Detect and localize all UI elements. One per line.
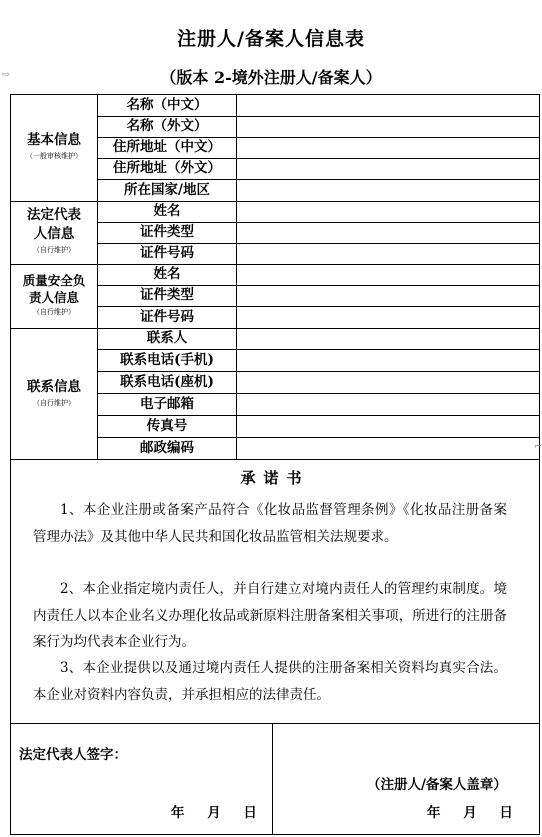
seal-label: （注册人/备案人盖章）: [367, 777, 507, 793]
legal-rep-signature-label: 法定代表人签字：: [19, 747, 127, 763]
commitment-paragraph: 1、本企业注册或备案产品符合《化妆品监督管理条例》《化妆品注册备案管理办法》及其他中华人民共和国化妆品监管相关法规要求。: [33, 502, 507, 545]
page-subtitle: （版本 2-境外注册人/备案人）: [160, 68, 382, 87]
category-label: 质量安全负: [22, 273, 86, 288]
field-value-cell[interactable]: [237, 95, 539, 116]
page-title: 注册人/备案人信息表: [177, 28, 365, 50]
category-contact: [11, 378, 97, 408]
category-quality-safety: [11, 272, 97, 317]
category-label: 法定代表: [27, 207, 81, 223]
field-label: 联系电话(手机): [120, 352, 214, 368]
field-value-cell[interactable]: [237, 158, 539, 179]
field-label: 证件类型: [140, 224, 194, 240]
field-value-cell[interactable]: [237, 307, 539, 328]
field-value-cell[interactable]: [237, 438, 539, 459]
category-label: 基本信息: [27, 132, 81, 148]
field-label: 住所地址（外文）: [113, 160, 221, 176]
table-bottom-line: [11, 459, 539, 460]
seal-date: 年 月 日: [427, 805, 513, 821]
field-value-cell[interactable]: [237, 243, 539, 264]
category-note: （自行维护）: [33, 246, 75, 254]
margin-marker-left: ⇨: [2, 70, 10, 80]
category-note: （自行维护）: [33, 308, 75, 316]
field-label: 传真号: [146, 418, 188, 434]
field-value-cell[interactable]: [237, 285, 539, 306]
commitment-paragraph: 3、本企业提供以及通过境内责任人提供的注册备案相关资料均真实合法。本企业对资料内容负责，并承担相应的法律责任。: [33, 660, 507, 703]
field-label: 名称（中文）: [126, 97, 208, 113]
field-label: 姓名: [153, 203, 181, 219]
category-note: （自行维护）: [33, 399, 75, 407]
field-value-cell[interactable]: [237, 328, 539, 349]
field-value-cell[interactable]: [237, 350, 539, 371]
field-label: 联系人: [146, 330, 188, 346]
category-label: 责人信息: [28, 290, 79, 305]
signature-top-line: [11, 723, 539, 724]
field-value-cell[interactable]: [237, 201, 539, 222]
margin-marker-right: ⌐: [534, 442, 542, 452]
field-label: 证件号码: [140, 309, 194, 325]
signature-date: 年 月 日: [171, 805, 257, 821]
category-legal-rep: [11, 206, 97, 255]
field-label: 联系电话(座机): [120, 374, 214, 390]
commitment-title: 承诺书: [240, 469, 310, 487]
field-value-cell[interactable]: [237, 416, 539, 437]
field-value-cell[interactable]: [237, 264, 539, 285]
field-label: 证件号码: [140, 245, 194, 261]
signature-divider: [272, 723, 273, 835]
field-value-cell[interactable]: [237, 394, 539, 415]
field-label: 所在国家/地区: [124, 182, 210, 198]
field-value-cell[interactable]: [237, 222, 539, 243]
field-value-cell[interactable]: [237, 180, 539, 201]
field-label: 名称（外文）: [126, 118, 208, 134]
field-value-cell[interactable]: [237, 372, 539, 393]
info-form: [10, 94, 540, 835]
field-value-cell[interactable]: [237, 116, 539, 137]
category-label: 人信息: [33, 226, 75, 242]
field-label: 邮政编码: [140, 440, 194, 456]
commitment-paragraph: 2、本企业指定境内责任人，并自行建立对境内责任人的管理约束制度。境内责任人以本企业名义办理化妆品或新原料注册备案相关事项，所进行的注册备案行为均代表本企业行为。: [33, 581, 507, 650]
category-basic-info: [11, 131, 97, 161]
field-value-cell[interactable]: [237, 137, 539, 158]
field-label: 姓名: [153, 266, 181, 282]
category-label: 联系信息: [27, 379, 81, 395]
field-label: 住所地址（中文）: [113, 139, 221, 155]
field-label: 证件类型: [140, 287, 194, 303]
field-label: 电子邮箱: [140, 396, 194, 412]
category-note: （一般审核维护）: [26, 152, 82, 160]
